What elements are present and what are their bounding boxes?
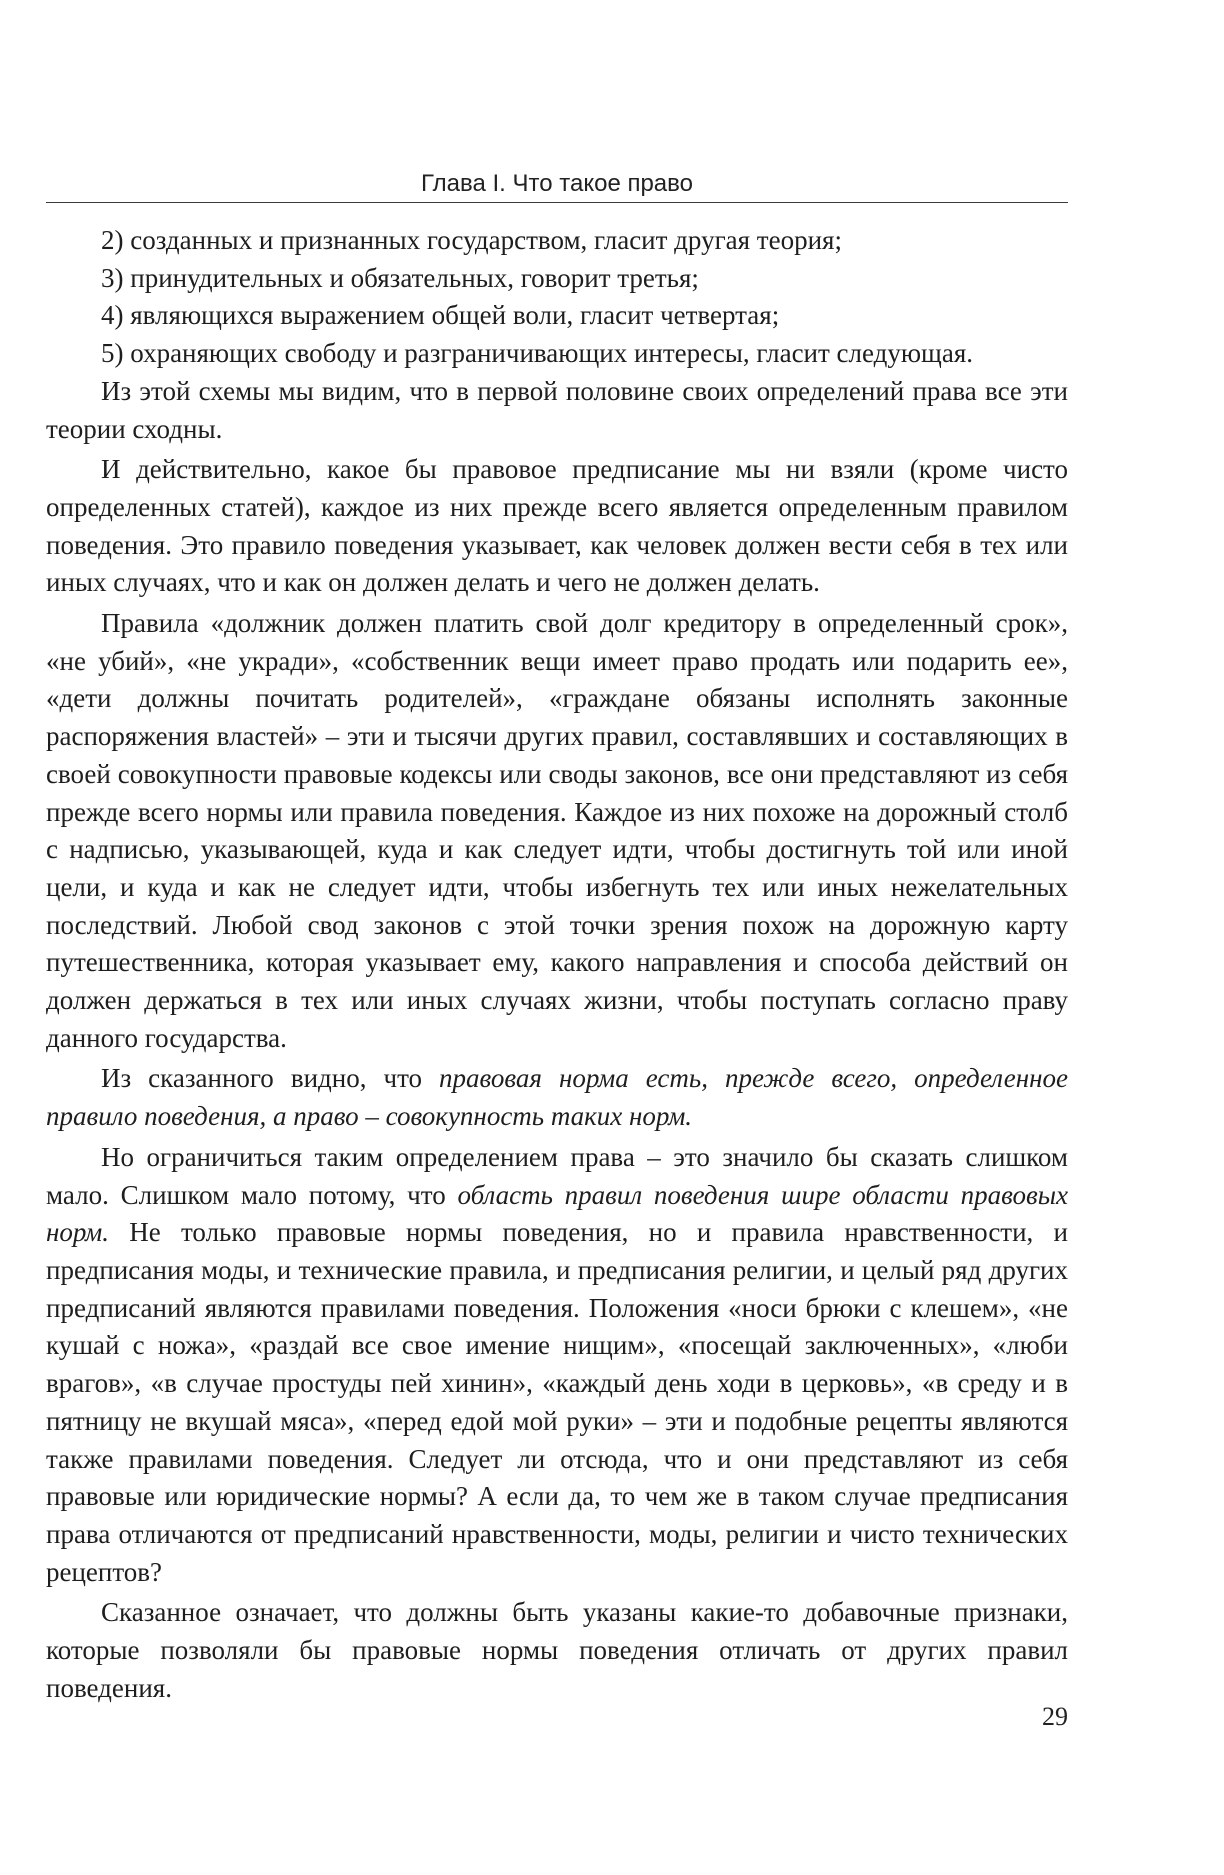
paragraph-text: Из сказанного видно, что	[101, 1063, 440, 1094]
paragraph: Сказанное означает, что должны быть указаны какие-то добавочные признаки, которые позволяли бы правовые нормы поведения отличать от других правил поведения.	[46, 1597, 1068, 1703]
italic-emphasis: область правил поведения шире области правовых норм.	[46, 1179, 1068, 1248]
list-item: 2) созданных и признанных государством, гласит другая теория;	[101, 225, 842, 255]
list-item: 5) охраняющих свободу и разграничивающих интересы, гласит следующая.	[101, 338, 973, 369]
paragraph-text: Но ограничиться таким определением права – это значило бы сказать слишком мало. Слишком мало потому, что	[46, 1141, 1068, 1210]
list-item: 3) принудительных и обязательных, говорит третья;	[101, 262, 699, 293]
running-header	[46, 170, 1068, 203]
list-item: 4) являющихся выражением общей воли, гласит четвертая;	[101, 300, 780, 331]
italic-definition: правовая норма есть, прежде всего, определенное правило поведения, а право – совокупность таких норм.	[46, 1063, 1068, 1132]
paragraph: Из этой схемы мы видим, что в первой половине своих определений права все эти теории сходны.	[46, 375, 1068, 444]
paragraph: Правила «должник должен платить свой долг кредитору в определенный срок», «не убий», «не укради», «собственник вещи имеет право продать или подарить ее», «дети должны почитать родителей», «граждане обязаны исполнять законные распоряжения властей» – эти и тысячи других правил, составлявших и составляющих в своей совокупности правовые кодексы или своды законов, все они представляют из себя прежде всего нормы или правила поведения. Каждое из них похоже на дорожный столб с надписью, указывающей, куда и как следует идти, чтобы достигнуть той или иной цели, и куда и как не следует идти, чтобы избегнуть тех или иных нежелательных последствий. Любой свод законов с этой точки зрения похож на дорожную карту путешественника, которая указывает ему, какого направления и способа действий он должен держаться в тех или иных случаях жизни, чтобы поступать согласно праву данного государства.	[46, 608, 1068, 1053]
paragraph-text: Не только правовые нормы поведения, но и правила нравственности, и предписания моды, и технические правила, и предписания религии, и целый ряд других предписаний являются правилами поведения. Положения «носи брюки с клешем», «не кушай с ножа», «раздай все свое имение нищим», «посещай заключенных», «люби врагов», «в случае простуды пей хинин», «каждый день ходи в церковь», «в среду и в пятницу не вкушай мяса», «перед едой мой руки» – эти и подобные рецепты являются также правилами поведения. Следует ли отсюда, что и они представляют из себя правовые или юридические нормы? А если да, то чем же в таком случае предписания права отличаются от предписаний нравственности, моды, религии и чисто технических рецептов?	[46, 1217, 1068, 1587]
page-number: 29	[1042, 1702, 1068, 1731]
paragraph-with-emphasis	[46, 1139, 1068, 1591]
paragraph-with-definition	[46, 1060, 1068, 1135]
paragraph: И действительно, какое бы правовое предписание мы ни взяли (кроме чисто определенных статей), каждое из них прежде всего является определенным правилом поведения. Это правило поведения указывает, как человек должен вести себя в тех или иных случаях, что и как он должен делать и чего не должен делать.	[46, 454, 1068, 598]
running-title: Глава I. Что такое право	[421, 170, 693, 197]
body-text	[46, 222, 1068, 1707]
